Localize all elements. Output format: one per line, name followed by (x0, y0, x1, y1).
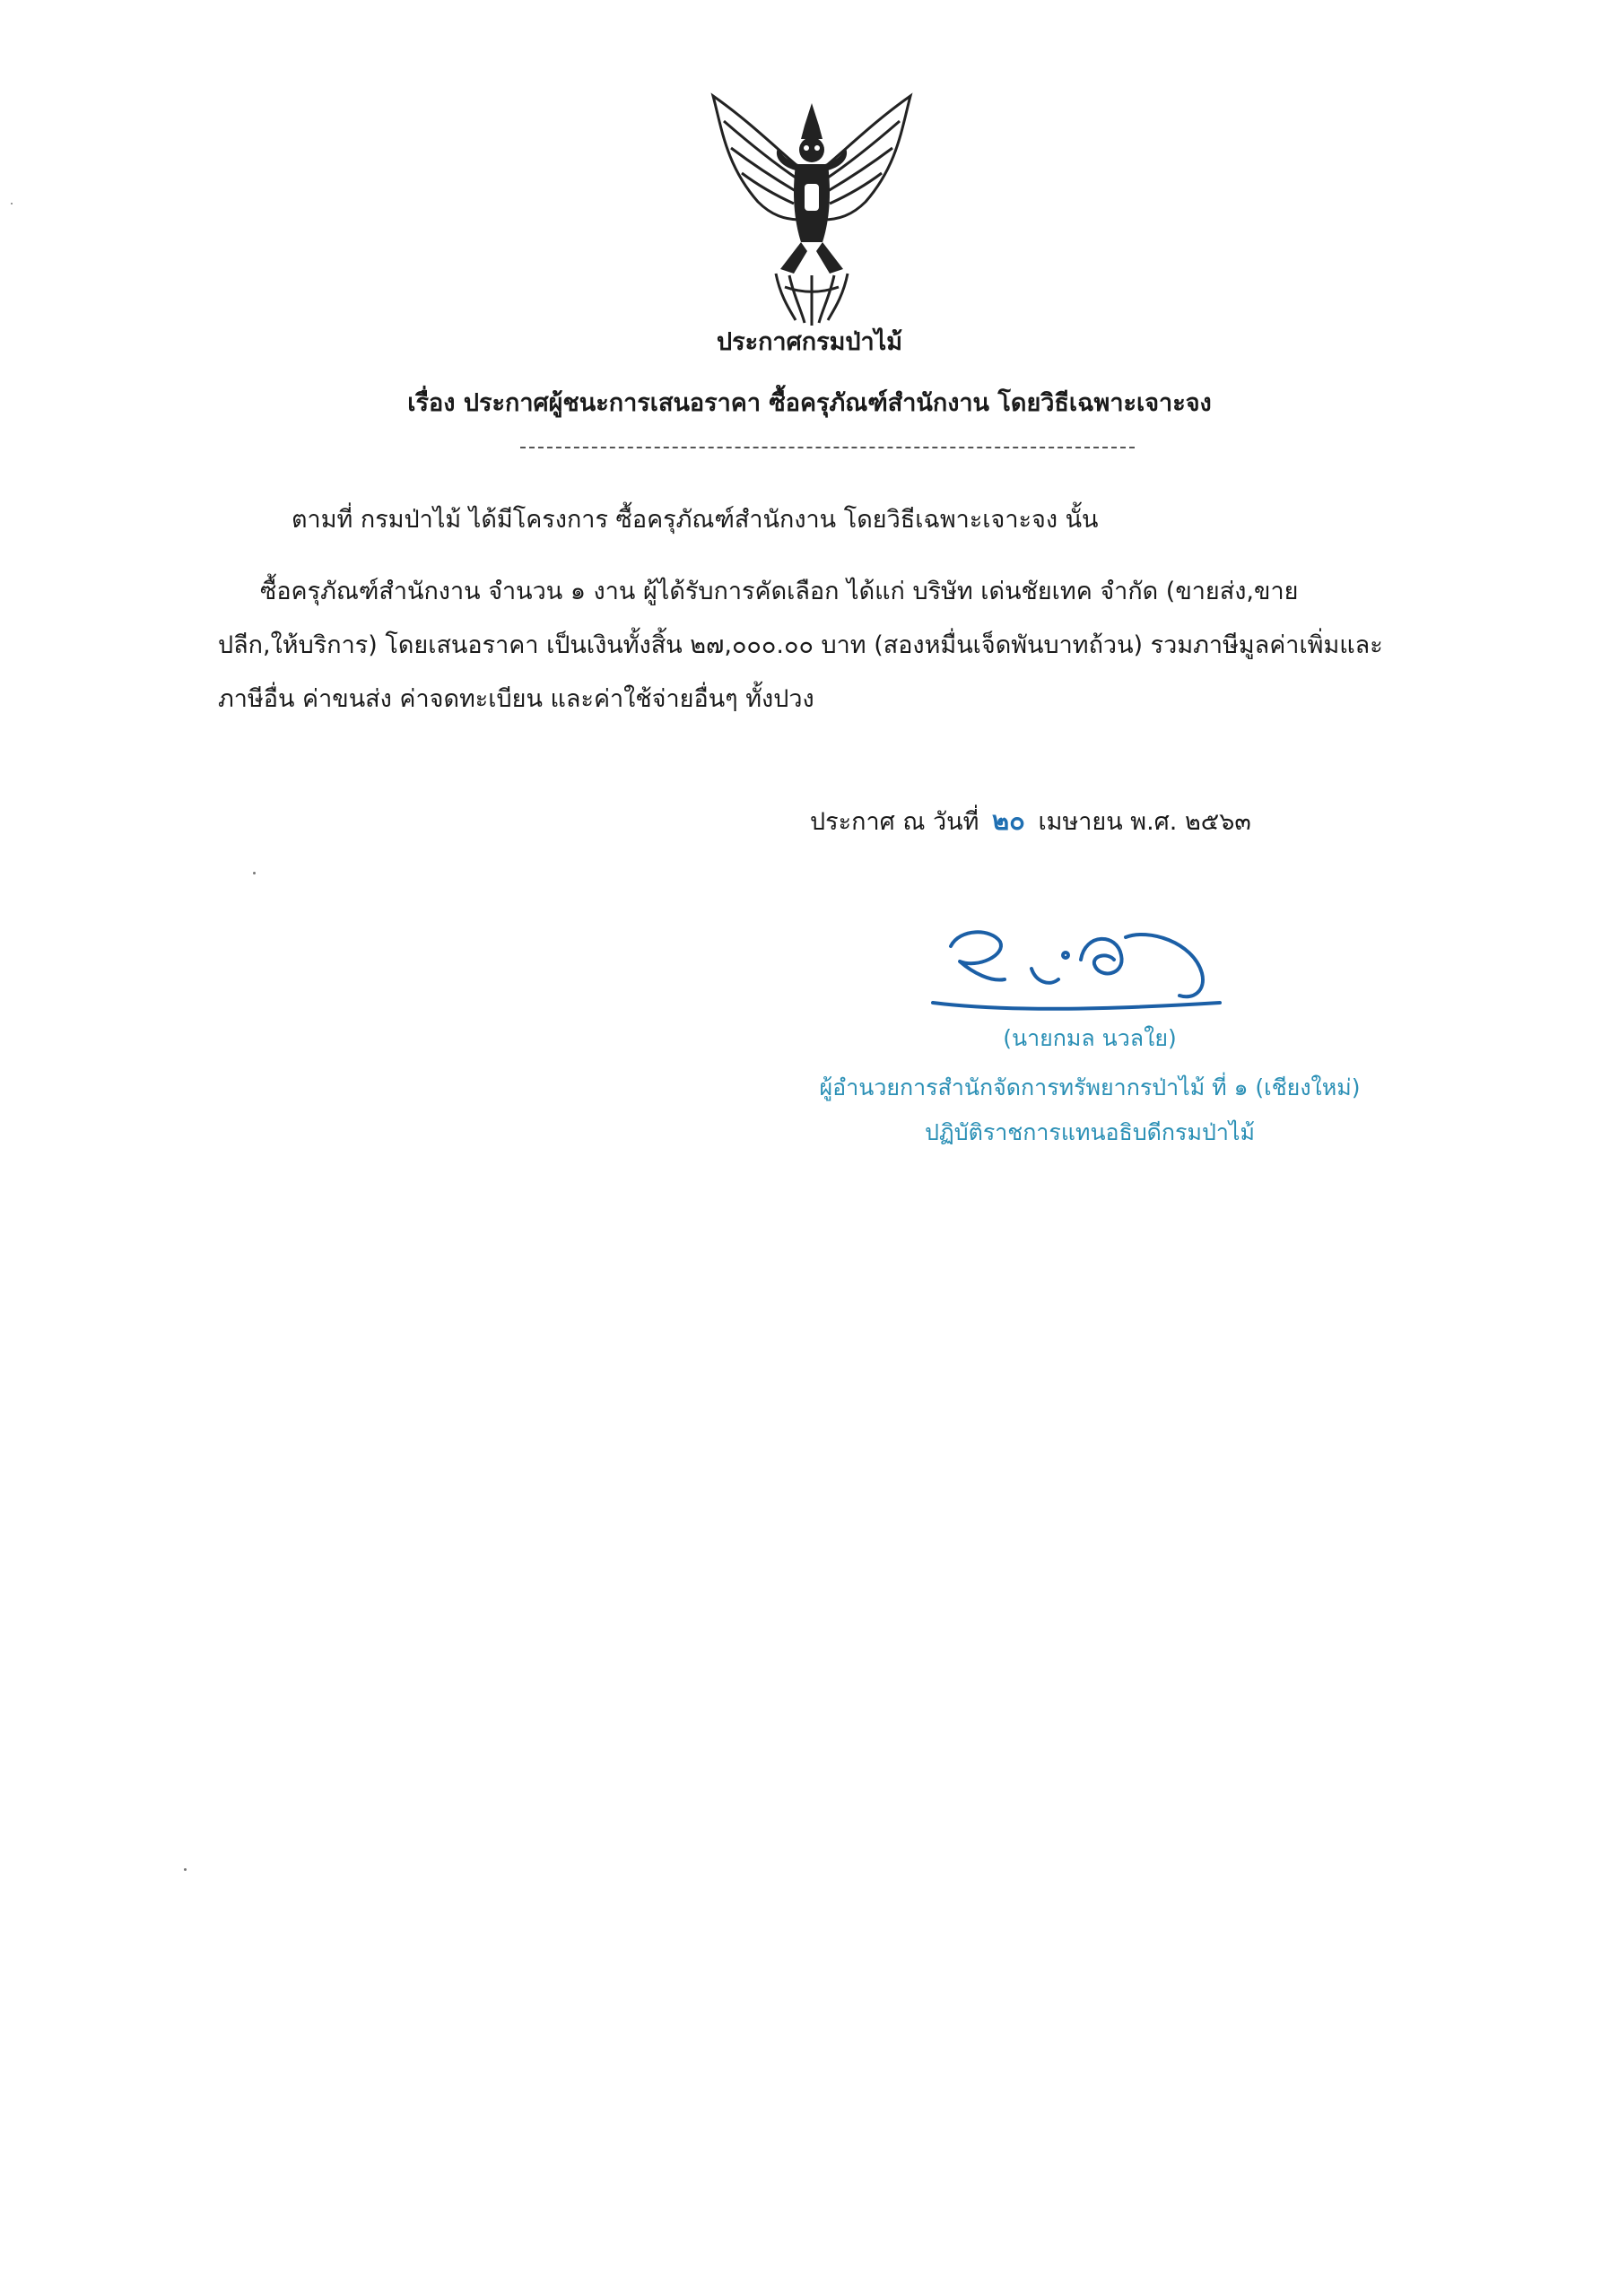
announcement-date (810, 803, 1251, 840)
announcement-subject: เรื่อง ประกาศผู้ชนะการเสนอราคา ซื้อครุภัณฑ์สำนักงาน โดยวิธีเฉพาะเจาะจง (407, 389, 1212, 417)
dashed-divider (520, 447, 1135, 448)
date-day-handwritten: ๒๐ (992, 805, 1025, 836)
signatory-name: (นายกมล นวลใย) (1003, 1025, 1177, 1051)
body-paragraph-line: ตามที่ กรมป่าไม้ ได้มีโครงการ ซื้อครุภัณฑ์สำนักงาน โดยวิธีเฉพาะเจาะจง นั้น (292, 506, 1099, 534)
scan-speck (184, 1868, 187, 1871)
scan-speck (253, 872, 256, 874)
body-paragraph-line: ซื้อครุภัณฑ์สำนักงาน จำนวน ๑ งาน ผู้ได้รับการคัดเลือก ได้แก่ บริษัท เด่นชัยเทค จำกัด (ขายส่ง,ขาย (260, 578, 1299, 605)
scan-speck (11, 203, 13, 204)
announcement-title: ประกาศกรมป่าไม้ (716, 328, 903, 356)
signatory-position: ผู้อำนวยการสำนักจัดการทรัพยากรป่าไม้ ที่ ๑ (เชียงใหม่) (819, 1074, 1361, 1100)
handwritten-signature (924, 906, 1247, 1013)
body-paragraph-line: ปลีก,ให้บริการ) โดยเสนอราคา เป็นเงินทั้งสิ้น ๒๗,๐๐๐.๐๐ บาท (สองหมื่นเจ็ดพันบาทถ้วน) รวมภาษีมูลค่าเพิ่มและ (218, 631, 1383, 659)
body-paragraph-line: ภาษีอื่น ค่าขนส่ง ค่าจดทะเบียน และค่าใช้จ่ายอื่นๆ ทั้งปวง (218, 685, 814, 713)
date-month-year: เมษายน พ.ศ. ๒๕๖๓ (1038, 808, 1251, 836)
garuda-emblem-icon (695, 85, 928, 327)
date-prefix: ประกาศ ณ วันที่ (810, 808, 979, 836)
signatory-acting-for: ปฏิบัติราชการแทนอธิบดีกรมป่าไม้ (925, 1119, 1255, 1145)
